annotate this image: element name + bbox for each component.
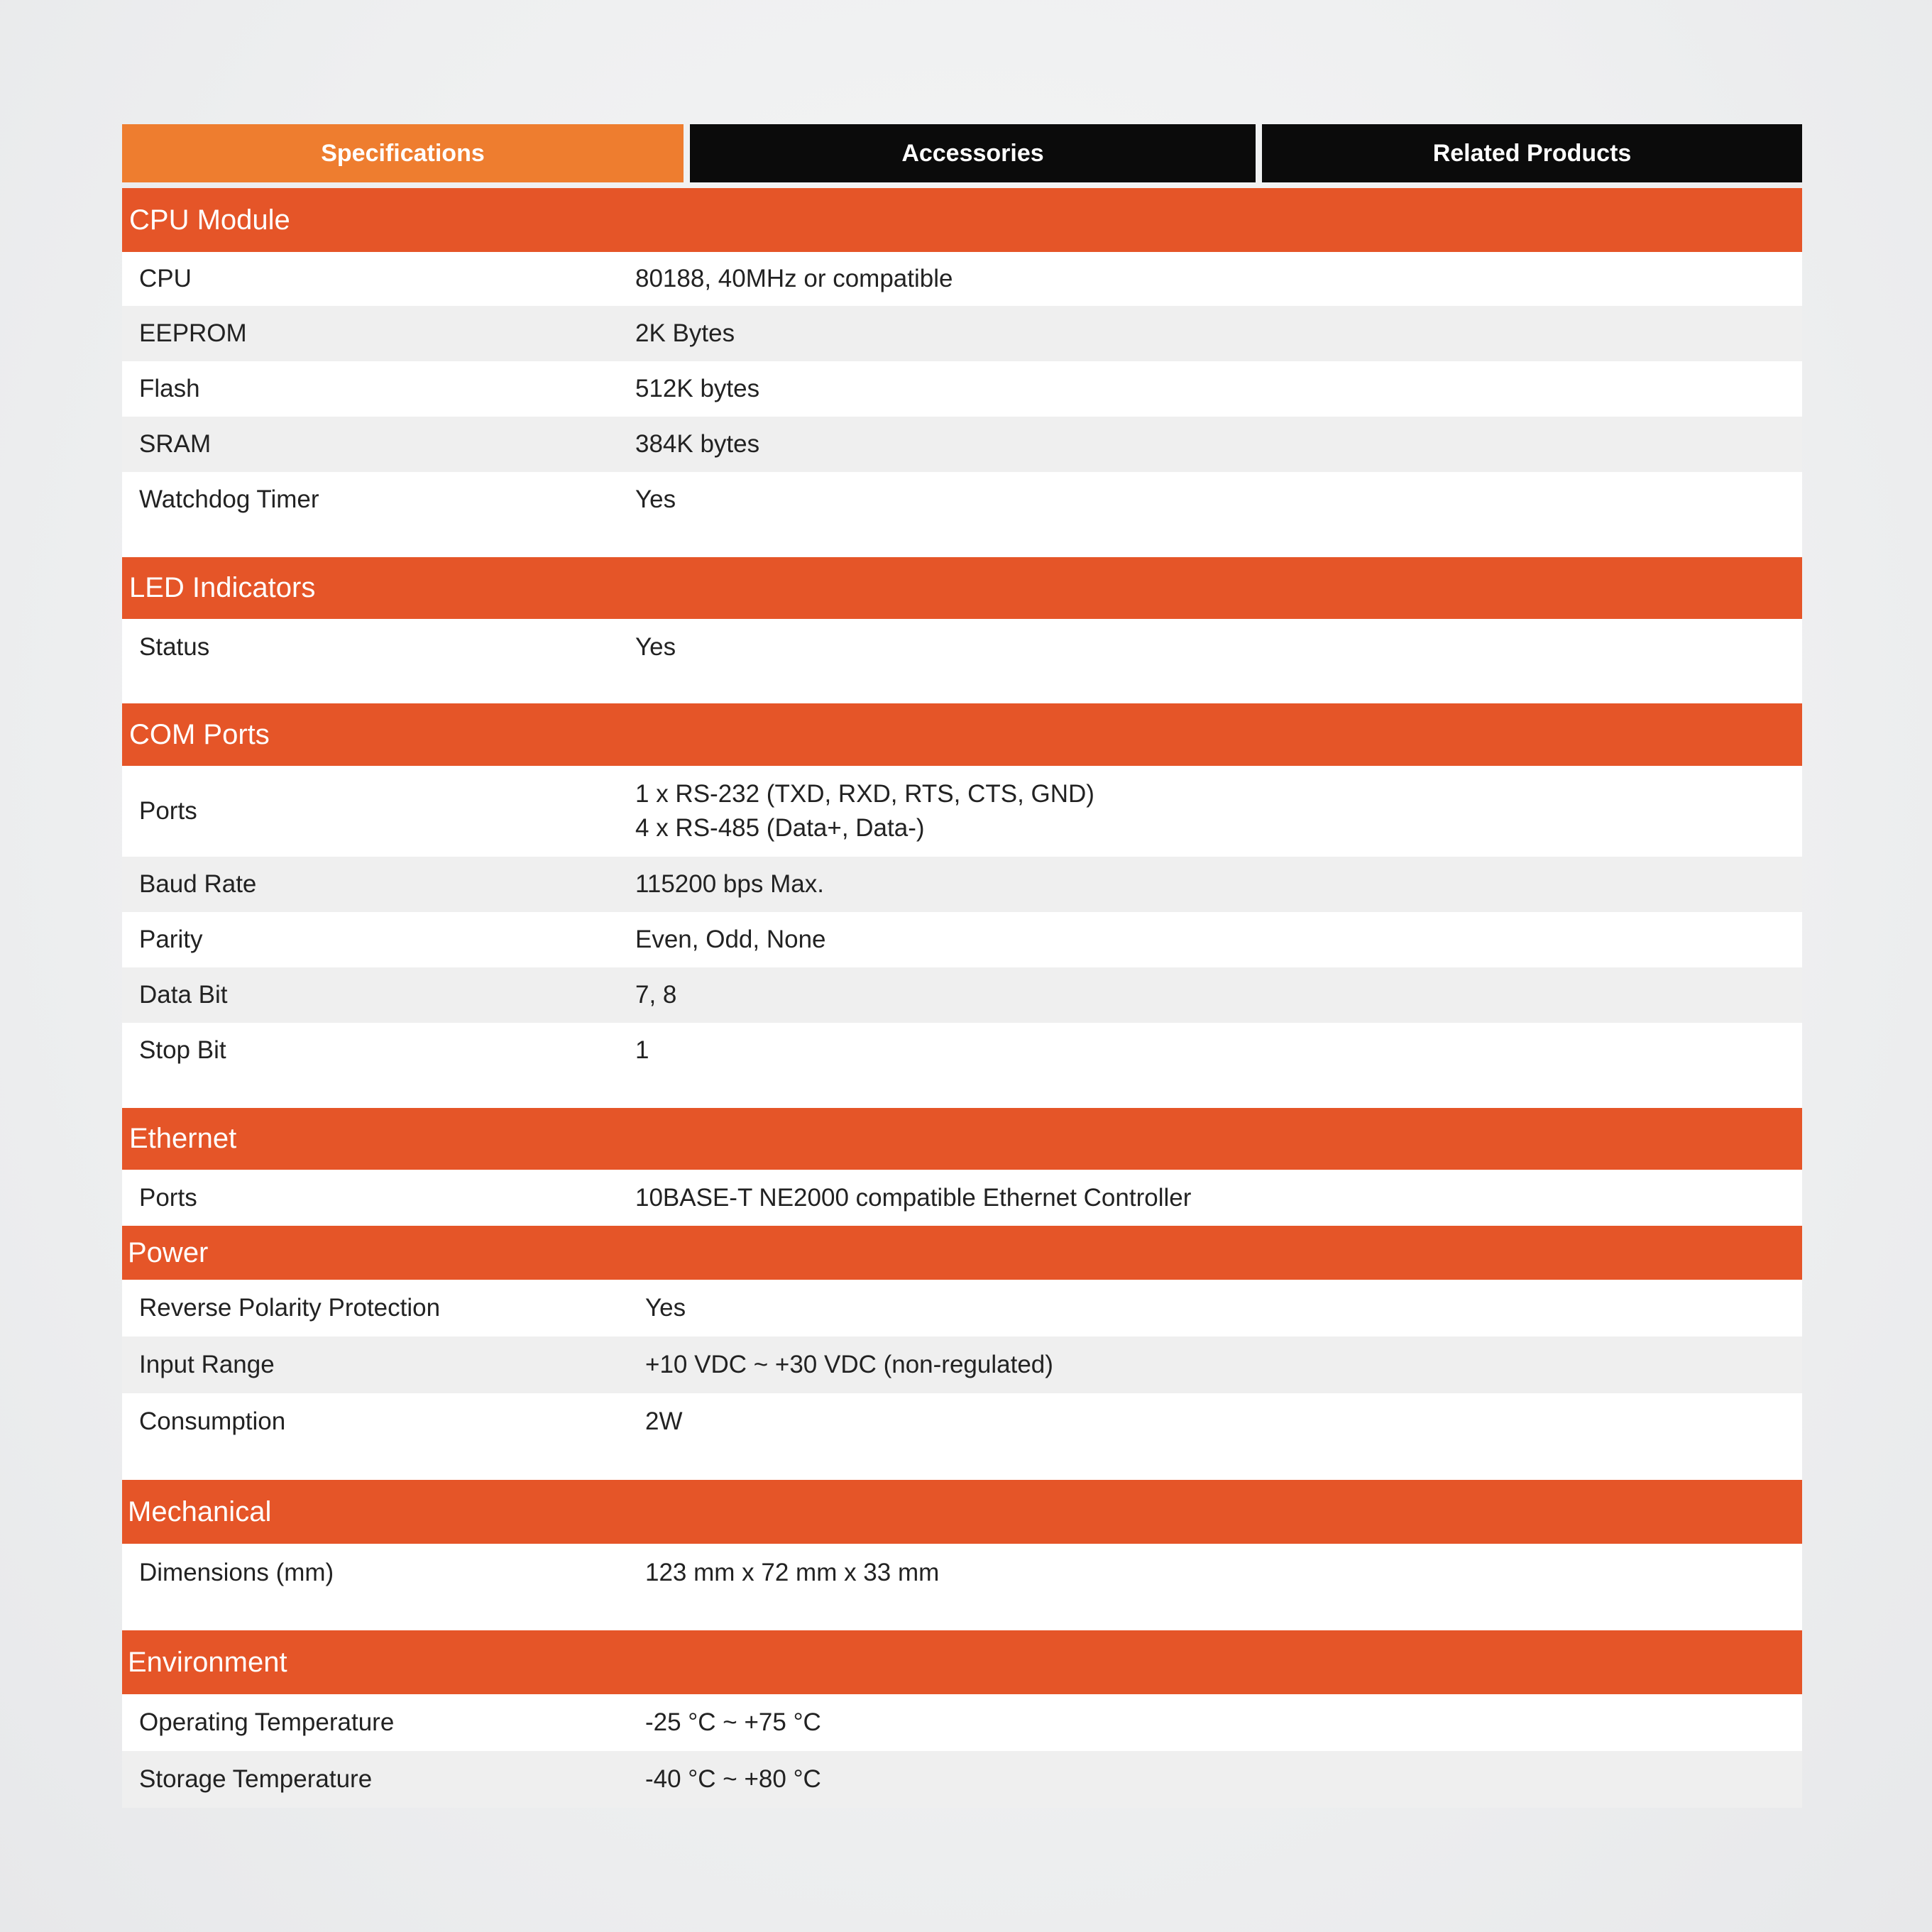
table-row [122,361,1802,417]
section-header-com-ports: COM Ports [122,703,1802,766]
spec-value-line: 4 x RS-485 (Data+, Data-) [635,814,925,842]
spec-value [635,777,1802,845]
table-row [122,252,1802,306]
spec-value: 7, 8 [635,981,677,1009]
spec-label: EEPROM [139,319,247,347]
spec-value: 10BASE-T NE2000 compatible Ethernet Controller [635,1183,1192,1212]
spec-value: 1 [635,1036,649,1064]
section-header-cpu-module: CPU Module [122,188,1802,252]
spec-label: SRAM [139,430,212,458]
section-mechanical [122,1480,1802,1630]
spec-value: 2W [645,1407,683,1435]
section-cpu-module [122,188,1802,557]
table-row [122,1694,1802,1751]
spec-value: 384K bytes [635,430,760,458]
section-header-environment: Environment [122,1630,1802,1694]
spec-label: Operating Temperature [139,1708,395,1736]
table-row [122,619,1802,676]
table-row [122,766,1802,857]
section-ethernet [122,1108,1802,1226]
spec-value: Yes [635,633,676,661]
spec-value: 115200 bps Max. [635,870,824,898]
spec-label: Ports [139,1183,197,1212]
spec-label: Baud Rate [139,870,257,898]
spec-value: -25 °C ~ +75 °C [645,1708,821,1736]
tab-bar [122,124,1802,182]
spec-value: Yes [645,1294,686,1322]
spec-value: Even, Odd, None [635,926,826,953]
section-header-power: Power [122,1226,1802,1280]
spec-label: Storage Temperature [139,1765,373,1793]
table-row [122,857,1802,912]
table-row [122,1170,1802,1226]
section-led-indicators [122,557,1802,703]
section-environment [122,1630,1802,1808]
tab-accessories[interactable]: Accessories [690,124,1256,182]
table-row [122,967,1802,1023]
spec-value: 123 mm x 72 mm x 33 mm [645,1559,940,1586]
table-row [122,306,1802,361]
spec-value: +10 VDC ~ +30 VDC (non-regulated) [645,1351,1053,1378]
table-row [122,1751,1802,1808]
tab-specifications[interactable]: Specifications [122,124,684,182]
table-row [122,1544,1802,1602]
spec-label: Status [139,633,210,661]
spec-label: Data Bit [139,981,228,1009]
table-row [122,1393,1802,1450]
spec-label: Dimensions (mm) [139,1559,334,1586]
section-com-ports [122,703,1802,1108]
table-row [122,1023,1802,1078]
spec-page [122,124,1802,1808]
spec-value: 512K bytes [635,375,760,402]
spec-label: Ports [139,797,197,825]
section-header-mechanical: Mechanical [122,1480,1802,1544]
section-header-led-indicators: LED Indicators [122,557,1802,619]
spec-label: Input Range [139,1351,275,1378]
spec-value: -40 °C ~ +80 °C [645,1765,821,1793]
spec-label: Consumption [139,1407,286,1435]
section-power [122,1226,1802,1480]
spec-label: CPU [139,265,192,292]
spec-value: 80188, 40MHz or compatible [635,265,953,292]
spec-label: Watchdog Timer [139,485,319,513]
table-row [122,472,1802,527]
spec-value: 2K Bytes [635,319,735,347]
spec-label: Parity [139,926,203,953]
table-row [122,1280,1802,1337]
spec-value: Yes [635,485,676,513]
spec-label: Reverse Polarity Protection [139,1294,441,1322]
spec-label: Flash [139,375,200,402]
section-header-ethernet: Ethernet [122,1108,1802,1170]
table-row [122,1337,1802,1393]
table-row [122,417,1802,472]
spec-value-line: 1 x RS-232 (TXD, RXD, RTS, CTS, GND) [635,780,1094,808]
spec-label: Stop Bit [139,1036,226,1064]
tab-related-products[interactable]: Related Products [1262,124,1802,182]
table-row [122,912,1802,967]
